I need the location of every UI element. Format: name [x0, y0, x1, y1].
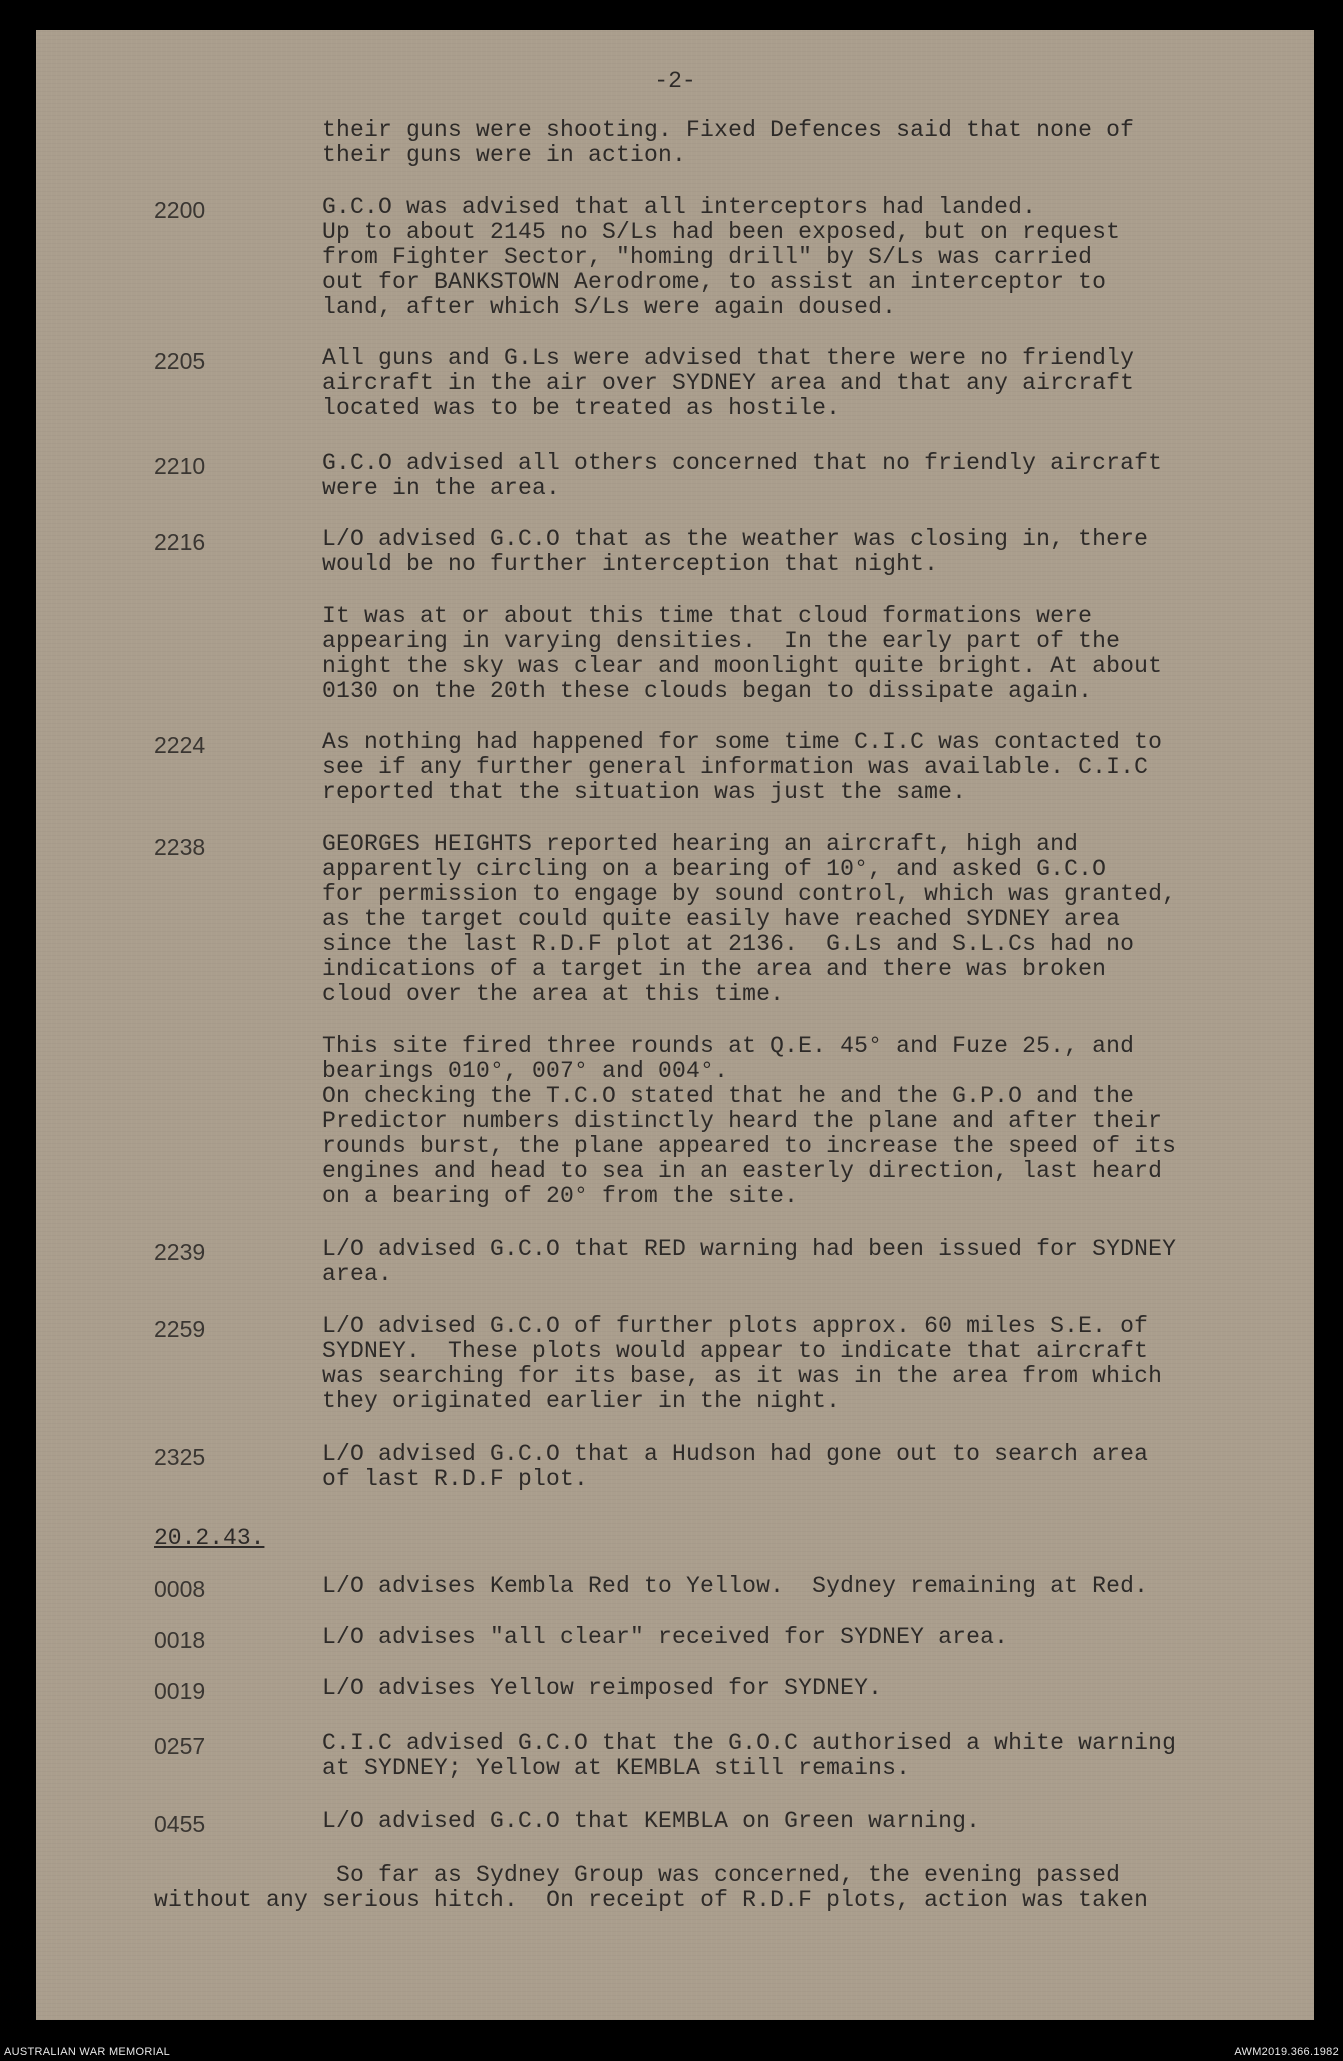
entry-line: since the last R.D.F plot at 2136. G.Ls and S.L.Cs had no [322, 931, 1135, 957]
entry-line: land, after which S/Ls were again doused. [322, 294, 897, 320]
entry-line: night the sky was clear and moonlight quite bright. At about [322, 653, 1163, 679]
entry-line: L/O advises Kembla Red to Yellow. Sydney remaining at Red. [322, 1573, 1149, 1599]
entry-line: Up to about 2145 no S/Ls had been exposed, but on request [322, 219, 1121, 245]
entry-line: L/O advises "all clear" received for SYDNEY area. [322, 1624, 1009, 1650]
entry-line: Predictor numbers distinctly heard the plane and after their [322, 1108, 1163, 1134]
date-heading: 20.2.43. [154, 1525, 265, 1551]
entry-time: 2205 [154, 348, 206, 374]
entry-line: was searching for its base, as it was in the area from which [322, 1363, 1163, 1389]
entry-line: would be no further interception that night. [322, 551, 939, 577]
entry-line: C.I.C advised G.C.O that the G.O.C authorised a white warning [322, 1730, 1177, 1756]
entry-time: 2239 [154, 1239, 206, 1265]
entry-line: It was at or about this time that cloud formations were [322, 603, 1093, 629]
entry-line: for permission to engage by sound control, which was granted, [322, 881, 1177, 907]
footer-archive-name: AUSTRALIAN WAR MEMORIAL [4, 2046, 171, 2058]
entry-line: cloud over the area at this time. [322, 981, 785, 1007]
entry-time: 2224 [154, 732, 206, 758]
entry-line: appearing in varying densities. In the early part of the [322, 628, 1121, 654]
entry-time: 2238 [154, 834, 206, 860]
entry-line: L/O advised G.C.O that as the weather was closing in, there [322, 526, 1149, 552]
entry-time: 2200 [154, 197, 206, 223]
entry-line: L/O advised G.C.O of further plots approx. 60 miles S.E. of [322, 1313, 1149, 1339]
document-page [36, 30, 1314, 2020]
entry-line: they originated earlier in the night. [322, 1388, 841, 1414]
entry-line: at SYDNEY; Yellow at KEMBLA still remains. [322, 1755, 911, 1781]
entry-time: 2325 [154, 1444, 206, 1470]
entry-line: On checking the T.C.O stated that he and the G.P.O and the [322, 1083, 1135, 1109]
entry-line: as the target could quite easily have reached SYDNEY area [322, 906, 1121, 932]
entry-line: G.C.O advised all others concerned that no friendly aircraft [322, 450, 1163, 476]
entry-time: 2259 [154, 1316, 206, 1342]
entry-line: All guns and G.Ls were advised that there were no friendly [322, 345, 1135, 371]
entry-line: L/O advised G.C.O that RED warning had been issued for SYDNEY [322, 1236, 1177, 1262]
entry-line: L/O advises Yellow reimposed for SYDNEY. [322, 1675, 883, 1701]
entry-line: area. [322, 1261, 393, 1287]
page-number: -2- [654, 68, 696, 94]
entry-line: engines and head to sea in an easterly direction, last heard [322, 1158, 1163, 1184]
entry-line: located was to be treated as hostile. [322, 395, 841, 421]
entry-line: out for BANKSTOWN Aerodrome, to assist an interceptor to [322, 269, 1107, 295]
entry-line: bearings 010°, 007° and 004°. [322, 1058, 729, 1084]
entry-time: 2216 [154, 529, 206, 555]
entry-line: from Fighter Sector, "homing drill" by S/Ls was carried [322, 244, 1093, 270]
entry-line: their guns were shooting. Fixed Defences said that none of [322, 117, 1135, 143]
entry-line: apparently circling on a bearing of 10°, and asked G.C.O [322, 856, 1107, 882]
entry-line: their guns were in action. [322, 142, 687, 168]
closing-line: So far as Sydney Group was concerned, the evening passed [336, 1862, 1121, 1888]
entry-line: L/O advised G.C.O that KEMBLA on Green warning. [322, 1808, 981, 1834]
entry-line: As nothing had happened for some time C.I.C was contacted to [322, 729, 1163, 755]
entry-line: were in the area. [322, 475, 561, 501]
entry-line: of last R.D.F plot. [322, 1466, 589, 1492]
entry-time: 0455 [154, 1811, 206, 1837]
entry-line: SYDNEY. These plots would appear to indicate that aircraft [322, 1338, 1149, 1364]
entry-time: 0018 [154, 1627, 206, 1653]
entry-line: rounds burst, the plane appeared to increase the speed of its [322, 1133, 1177, 1159]
entry-line: GEORGES HEIGHTS reported hearing an aircraft, high and [322, 831, 1079, 857]
entry-line: 0130 on the 20th these clouds began to dissipate again. [322, 678, 1093, 704]
entry-time: 0019 [154, 1678, 206, 1704]
entry-line: aircraft in the air over SYDNEY area and that any aircraft [322, 370, 1135, 396]
entry-line: L/O advised G.C.O that a Hudson had gone out to search area [322, 1441, 1149, 1467]
entry-time: 0257 [154, 1733, 206, 1759]
entry-line: see if any further general information was available. C.I.C [322, 754, 1149, 780]
entry-time: 0008 [154, 1576, 206, 1602]
entry-line: G.C.O was advised that all interceptors had landed. [322, 194, 1037, 220]
entry-line: on a bearing of 20° from the site. [322, 1183, 799, 1209]
footer-catalogue-id: AWM2019.366.1982 [1234, 2046, 1339, 2058]
entry-line: This site fired three rounds at Q.E. 45° and Fuze 25., and [322, 1033, 1135, 1059]
entry-line: indications of a target in the area and there was broken [322, 956, 1107, 982]
entry-time: 2210 [154, 453, 206, 479]
entry-line: reported that the situation was just the same. [322, 779, 967, 805]
closing-line: without any serious hitch. On receipt of R.D.F plots, action was taken [154, 1887, 1149, 1913]
